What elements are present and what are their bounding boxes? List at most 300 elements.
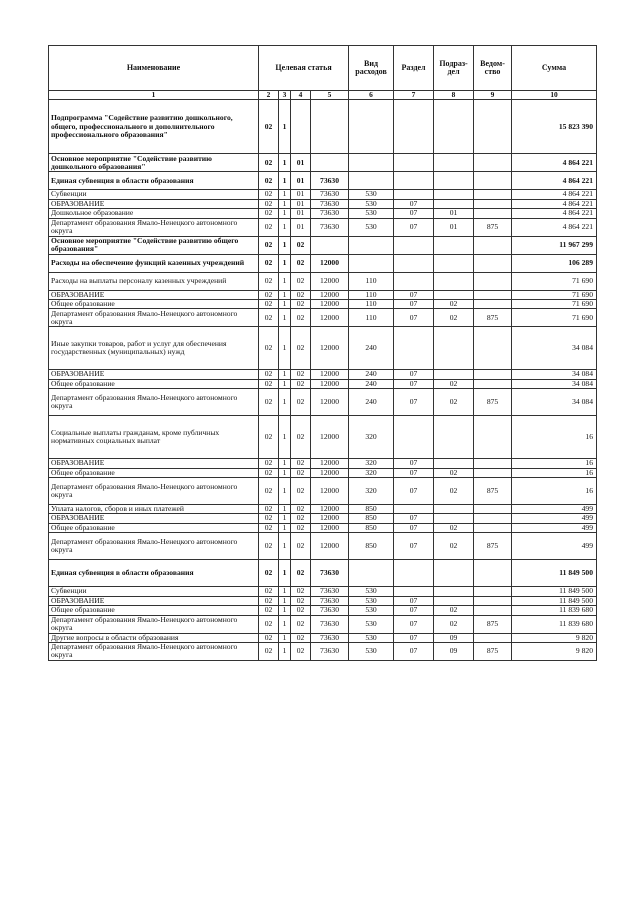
department-code	[474, 633, 512, 642]
subsection-code	[434, 254, 474, 272]
row-name: Иные закупки товаров, работ и услуг для обеспечения государственных (муниципальных) нужд	[49, 327, 259, 370]
row-sum: 16	[512, 478, 597, 505]
subsection-code: 02	[434, 309, 474, 327]
section-code: 07	[394, 615, 434, 633]
section-code	[394, 505, 434, 514]
subprogram-code: 1	[279, 459, 291, 468]
department-code	[474, 416, 512, 459]
program-code: 02	[259, 416, 279, 459]
activity-code: 02	[291, 468, 311, 477]
table-row	[49, 370, 597, 379]
expense-type-code: 850	[349, 514, 394, 523]
row-sum: 11 967 299	[512, 236, 597, 254]
department-code: 875	[474, 389, 512, 416]
section-code: 07	[394, 606, 434, 615]
row-name: Социальные выплаты гражданам, кроме публичных нормативных социальных выплат	[49, 416, 259, 459]
column-numbers-row	[49, 91, 597, 100]
activity-code: 02	[291, 606, 311, 615]
table-row	[49, 236, 597, 254]
department-code	[474, 514, 512, 523]
department-code	[474, 199, 512, 208]
row-name: ОБРАЗОВАНИЕ	[49, 290, 259, 299]
direction-code: 12000	[311, 254, 349, 272]
expense-type-code: 850	[349, 505, 394, 514]
subsection-code	[434, 199, 474, 208]
department-code	[474, 154, 512, 172]
subsection-code: 02	[434, 300, 474, 309]
expense-type-code: 530	[349, 596, 394, 605]
section-code: 07	[394, 478, 434, 505]
direction-code: 12000	[311, 478, 349, 505]
row-name: Основное мероприятие "Содействие развитию общего образования"	[49, 236, 259, 254]
program-code: 02	[259, 254, 279, 272]
department-code	[474, 468, 512, 477]
expense-type-code: 320	[349, 478, 394, 505]
row-sum: 106 289	[512, 254, 597, 272]
column-number: 8	[434, 91, 474, 100]
header-name: Наименование	[49, 46, 259, 91]
department-code: 875	[474, 533, 512, 560]
activity-code: 01	[291, 209, 311, 218]
program-code: 02	[259, 300, 279, 309]
row-name: Общее образование	[49, 606, 259, 615]
row-name: Единая субвенция в области образования	[49, 172, 259, 190]
row-sum: 4 864 221	[512, 154, 597, 172]
table-row	[49, 416, 597, 459]
subsection-code	[434, 596, 474, 605]
subsection-code	[434, 154, 474, 172]
subsection-code	[434, 236, 474, 254]
direction-code: 12000	[311, 416, 349, 459]
subsection-code: 02	[434, 523, 474, 532]
section-code: 07	[394, 309, 434, 327]
activity-code: 02	[291, 389, 311, 416]
table-row	[49, 459, 597, 468]
section-code	[394, 172, 434, 190]
department-code: 875	[474, 642, 512, 660]
department-code: 875	[474, 615, 512, 633]
row-name: Департамент образования Ямало-Ненецкого автономного округа	[49, 309, 259, 327]
program-code: 02	[259, 199, 279, 208]
row-name: Общее образование	[49, 523, 259, 532]
table-row	[49, 172, 597, 190]
subprogram-code: 1	[279, 209, 291, 218]
expense-type-code	[349, 172, 394, 190]
subsection-code: 02	[434, 389, 474, 416]
row-name: Департамент образования Ямало-Ненецкого автономного округа	[49, 218, 259, 236]
row-name: ОБРАЗОВАНИЕ	[49, 370, 259, 379]
expense-type-code: 530	[349, 218, 394, 236]
subsection-code: 02	[434, 615, 474, 633]
row-name: Общее образование	[49, 300, 259, 309]
expense-type-code: 530	[349, 209, 394, 218]
table-row	[49, 209, 597, 218]
program-code: 02	[259, 615, 279, 633]
section-code: 07	[394, 514, 434, 523]
subsection-code: 02	[434, 478, 474, 505]
subprogram-code: 1	[279, 172, 291, 190]
row-sum: 16	[512, 416, 597, 459]
row-sum: 11 849 500	[512, 587, 597, 596]
department-code	[474, 300, 512, 309]
activity-code: 01	[291, 199, 311, 208]
expense-type-code: 530	[349, 633, 394, 642]
department-code	[474, 209, 512, 218]
activity-code: 02	[291, 300, 311, 309]
direction-code: 73630	[311, 633, 349, 642]
program-code: 02	[259, 290, 279, 299]
column-number: 7	[394, 91, 434, 100]
table-row	[49, 290, 597, 299]
expense-type-code: 850	[349, 523, 394, 532]
row-sum: 71 690	[512, 290, 597, 299]
subsection-code	[434, 370, 474, 379]
subprogram-code: 1	[279, 478, 291, 505]
table-row	[49, 642, 597, 660]
direction-code: 12000	[311, 290, 349, 299]
direction-code: 73630	[311, 199, 349, 208]
section-code: 07	[394, 290, 434, 299]
expense-type-code: 530	[349, 190, 394, 199]
department-code	[474, 560, 512, 587]
subsection-code: 02	[434, 468, 474, 477]
section-code: 07	[394, 370, 434, 379]
department-code	[474, 379, 512, 388]
direction-code: 73630	[311, 218, 349, 236]
activity-code: 02	[291, 379, 311, 388]
row-name: Подпрограмма "Содействие развитию дошкольного, общего, профессионального и дополнительного профессионального образования"	[49, 100, 259, 154]
row-name: Департамент образования Ямало-Ненецкого автономного округа	[49, 389, 259, 416]
row-name: Основное мероприятие "Содействие развитию дошкольного образования"	[49, 154, 259, 172]
program-code: 02	[259, 459, 279, 468]
program-code: 02	[259, 468, 279, 477]
activity-code: 02	[291, 633, 311, 642]
row-name: Субвенции	[49, 190, 259, 199]
expense-type-code: 110	[349, 309, 394, 327]
activity-code: 02	[291, 236, 311, 254]
table-body	[49, 100, 597, 661]
subprogram-code: 1	[279, 587, 291, 596]
program-code: 02	[259, 478, 279, 505]
table-row	[49, 327, 597, 370]
column-number: 3	[279, 91, 291, 100]
expense-type-code: 530	[349, 587, 394, 596]
row-sum: 11 839 680	[512, 615, 597, 633]
header-subsection: Подраз-дел	[434, 46, 474, 91]
direction-code: 12000	[311, 533, 349, 560]
activity-code: 01	[291, 172, 311, 190]
table-header-row	[49, 46, 597, 91]
activity-code: 02	[291, 327, 311, 370]
subprogram-code: 1	[279, 615, 291, 633]
department-code	[474, 370, 512, 379]
subsection-code	[434, 416, 474, 459]
activity-code: 01	[291, 218, 311, 236]
subsection-code	[434, 100, 474, 154]
row-sum: 9 820	[512, 642, 597, 660]
activity-code: 02	[291, 642, 311, 660]
table-row	[49, 505, 597, 514]
direction-code: 12000	[311, 370, 349, 379]
header-department: Ведом-ство	[474, 46, 512, 91]
table-row	[49, 596, 597, 605]
program-code: 02	[259, 389, 279, 416]
department-code	[474, 523, 512, 532]
subprogram-code: 1	[279, 254, 291, 272]
row-sum: 499	[512, 533, 597, 560]
department-code	[474, 190, 512, 199]
subprogram-code: 1	[279, 389, 291, 416]
row-sum: 11 849 500	[512, 560, 597, 587]
row-sum: 71 690	[512, 272, 597, 290]
expense-type-code: 530	[349, 615, 394, 633]
department-code	[474, 505, 512, 514]
program-code: 02	[259, 560, 279, 587]
department-code	[474, 236, 512, 254]
department-code	[474, 459, 512, 468]
subprogram-code: 1	[279, 633, 291, 642]
program-code: 02	[259, 327, 279, 370]
direction-code: 12000	[311, 514, 349, 523]
subsection-code: 02	[434, 606, 474, 615]
row-sum: 11 839 680	[512, 606, 597, 615]
direction-code: 12000	[311, 300, 349, 309]
table-row	[49, 468, 597, 477]
column-number: 2	[259, 91, 279, 100]
section-code	[394, 327, 434, 370]
subprogram-code: 1	[279, 642, 291, 660]
subprogram-code: 1	[279, 327, 291, 370]
table-row	[49, 606, 597, 615]
direction-code: 73630	[311, 560, 349, 587]
section-code: 07	[394, 389, 434, 416]
activity-code: 02	[291, 478, 311, 505]
row-name: Общее образование	[49, 379, 259, 388]
subprogram-code: 1	[279, 218, 291, 236]
expense-type-code: 240	[349, 327, 394, 370]
subprogram-code: 1	[279, 199, 291, 208]
expense-type-code: 530	[349, 606, 394, 615]
row-name: ОБРАЗОВАНИЕ	[49, 514, 259, 523]
row-sum: 4 864 221	[512, 199, 597, 208]
budget-table	[48, 45, 597, 661]
row-name: Департамент образования Ямало-Ненецкого автономного округа	[49, 642, 259, 660]
subprogram-code: 1	[279, 100, 291, 154]
direction-code: 12000	[311, 309, 349, 327]
activity-code: 02	[291, 587, 311, 596]
activity-code: 01	[291, 154, 311, 172]
activity-code: 02	[291, 416, 311, 459]
row-sum: 34 084	[512, 379, 597, 388]
header-sum: Сумма	[512, 46, 597, 91]
expense-type-code	[349, 100, 394, 154]
row-sum: 71 690	[512, 309, 597, 327]
activity-code: 02	[291, 514, 311, 523]
row-name: Другие вопросы в области образования	[49, 633, 259, 642]
column-number: 6	[349, 91, 394, 100]
section-code: 07	[394, 218, 434, 236]
activity-code: 02	[291, 523, 311, 532]
subprogram-code: 1	[279, 560, 291, 587]
subprogram-code: 1	[279, 523, 291, 532]
row-sum: 34 084	[512, 370, 597, 379]
department-code	[474, 596, 512, 605]
section-code	[394, 154, 434, 172]
row-name: ОБРАЗОВАНИЕ	[49, 459, 259, 468]
department-code	[474, 327, 512, 370]
direction-code: 12000	[311, 523, 349, 532]
table-row	[49, 218, 597, 236]
direction-code: 12000	[311, 327, 349, 370]
activity-code: 02	[291, 272, 311, 290]
row-name: ОБРАЗОВАНИЕ	[49, 596, 259, 605]
subprogram-code: 1	[279, 514, 291, 523]
expense-type-code: 530	[349, 199, 394, 208]
table-row	[49, 100, 597, 154]
activity-code: 02	[291, 254, 311, 272]
subsection-code	[434, 459, 474, 468]
expense-type-code: 530	[349, 642, 394, 660]
program-code: 02	[259, 236, 279, 254]
expense-type-code: 240	[349, 389, 394, 416]
column-number: 5	[311, 91, 349, 100]
department-code: 875	[474, 478, 512, 505]
table-row	[49, 389, 597, 416]
subsection-code	[434, 514, 474, 523]
activity-code: 02	[291, 615, 311, 633]
row-sum: 499	[512, 505, 597, 514]
expense-type-code: 240	[349, 379, 394, 388]
program-code: 02	[259, 642, 279, 660]
department-code: 875	[474, 218, 512, 236]
program-code: 02	[259, 154, 279, 172]
section-code: 07	[394, 642, 434, 660]
direction-code	[311, 100, 349, 154]
direction-code: 73630	[311, 172, 349, 190]
expense-type-code: 850	[349, 533, 394, 560]
table-row	[49, 615, 597, 633]
subsection-code	[434, 587, 474, 596]
department-code	[474, 290, 512, 299]
subsection-code: 02	[434, 533, 474, 560]
table-row	[49, 633, 597, 642]
subprogram-code: 1	[279, 190, 291, 199]
direction-code: 73630	[311, 596, 349, 605]
section-code: 07	[394, 379, 434, 388]
subprogram-code: 1	[279, 290, 291, 299]
department-code	[474, 172, 512, 190]
table-row	[49, 587, 597, 596]
direction-code: 12000	[311, 505, 349, 514]
activity-code: 02	[291, 596, 311, 605]
expense-type-code: 320	[349, 459, 394, 468]
row-name: Департамент образования Ямало-Ненецкого автономного округа	[49, 533, 259, 560]
subprogram-code: 1	[279, 606, 291, 615]
subprogram-code: 1	[279, 236, 291, 254]
section-code: 07	[394, 300, 434, 309]
subsection-code	[434, 327, 474, 370]
subsection-code	[434, 505, 474, 514]
activity-code	[291, 100, 311, 154]
program-code: 02	[259, 209, 279, 218]
section-code	[394, 272, 434, 290]
expense-type-code: 110	[349, 272, 394, 290]
subsection-code	[434, 560, 474, 587]
subsection-code	[434, 272, 474, 290]
activity-code: 02	[291, 505, 311, 514]
column-number: 4	[291, 91, 311, 100]
header-target-article: Целевая статья	[259, 46, 349, 91]
direction-code: 12000	[311, 468, 349, 477]
row-name: Дошкольное образование	[49, 209, 259, 218]
row-sum: 4 864 221	[512, 172, 597, 190]
row-sum: 71 690	[512, 300, 597, 309]
row-name: Субвенции	[49, 587, 259, 596]
expense-type-code: 320	[349, 468, 394, 477]
subprogram-code: 1	[279, 309, 291, 327]
subprogram-code: 1	[279, 154, 291, 172]
section-code: 07	[394, 533, 434, 560]
section-code	[394, 416, 434, 459]
subsection-code	[434, 290, 474, 299]
expense-type-code: 240	[349, 370, 394, 379]
section-code: 07	[394, 459, 434, 468]
table-row	[49, 154, 597, 172]
subprogram-code: 1	[279, 505, 291, 514]
row-name: Департамент образования Ямало-Ненецкого автономного округа	[49, 615, 259, 633]
program-code: 02	[259, 587, 279, 596]
program-code: 02	[259, 633, 279, 642]
section-code	[394, 254, 434, 272]
row-name: Общее образование	[49, 468, 259, 477]
subprogram-code: 1	[279, 379, 291, 388]
subsection-code: 01	[434, 209, 474, 218]
department-code	[474, 606, 512, 615]
row-sum: 11 849 500	[512, 596, 597, 605]
expense-type-code	[349, 154, 394, 172]
program-code: 02	[259, 309, 279, 327]
column-number: 10	[512, 91, 597, 100]
direction-code	[311, 154, 349, 172]
subprogram-code: 1	[279, 468, 291, 477]
subprogram-code: 1	[279, 370, 291, 379]
expense-type-code: 110	[349, 300, 394, 309]
subsection-code	[434, 172, 474, 190]
section-code	[394, 587, 434, 596]
program-code: 02	[259, 172, 279, 190]
section-code: 07	[394, 209, 434, 218]
expense-type-code	[349, 254, 394, 272]
program-code: 02	[259, 100, 279, 154]
row-name: Единая субвенция в области образования	[49, 560, 259, 587]
program-code: 02	[259, 523, 279, 532]
row-sum: 499	[512, 523, 597, 532]
subsection-code	[434, 190, 474, 199]
section-code	[394, 560, 434, 587]
program-code: 02	[259, 606, 279, 615]
table-row	[49, 199, 597, 208]
row-sum: 34 084	[512, 389, 597, 416]
program-code: 02	[259, 533, 279, 560]
row-sum: 499	[512, 514, 597, 523]
subprogram-code: 1	[279, 596, 291, 605]
direction-code: 12000	[311, 459, 349, 468]
program-code: 02	[259, 370, 279, 379]
subprogram-code: 1	[279, 300, 291, 309]
row-sum: 4 864 221	[512, 190, 597, 199]
row-name: ОБРАЗОВАНИЕ	[49, 199, 259, 208]
department-code	[474, 272, 512, 290]
